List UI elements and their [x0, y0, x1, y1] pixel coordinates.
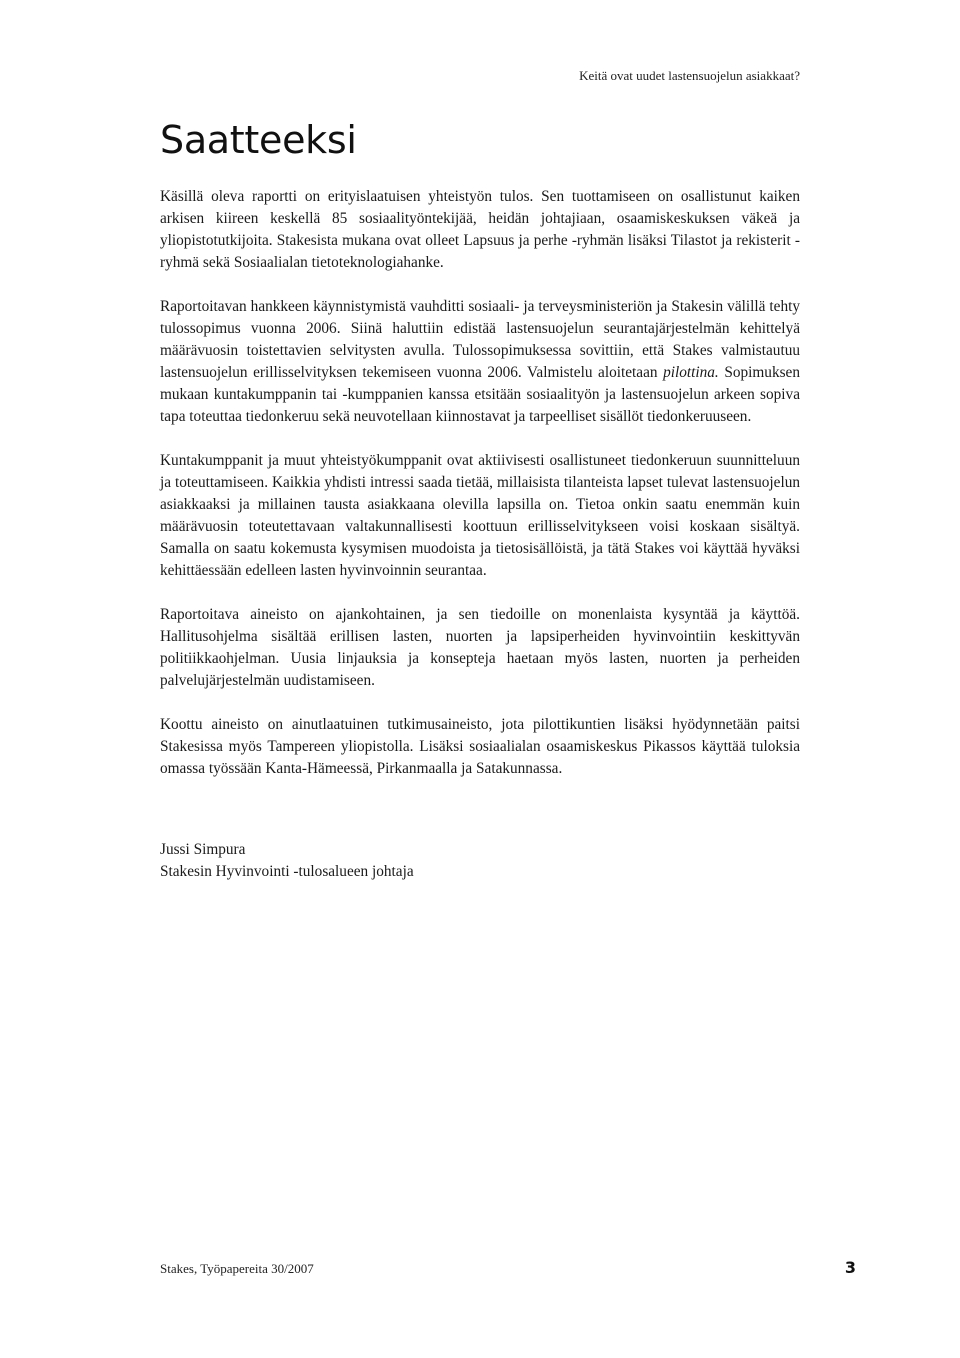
paragraph-3: Kuntakumppanit ja muut yhteistyökumppanit ovat aktiivisesti osallistuneet tiedonkeruun suunnitteluun ja toteuttamiseen. Kaikkia yhdisti intressi saada tietää, millaisista tilanteista lapset tulevat lastensuojelun asiakkaaksi ja millainen tausta asiakkaana olevilla lapsilla on. Tietoa onkin saatu enemmän kuin määrävuosin toteutettavaan valtakunnallisesti koottuun erillisselvitykseen voisi koskaan sisältyä. Samalla on saatu kokemusta kysymisen muodoista ja tietosisällöistä, ja tätä Stakes voi käyttää hyväksi kehittäessään edelleen lasten hyvinvoinnin seurantaa. [160, 452, 800, 579]
body-text [160, 186, 800, 802]
page-number: 3 [844, 1258, 856, 1277]
signature-block [160, 839, 414, 883]
paragraph-2-text-a: Raportoitavan hankkeen käynnistymistä vauhditti sosiaali- ja terveysministeriön ja Stakesin välillä tehty tulossopimus vuonna 2006. Siinä haluttiin edistää lastensuojelun seurantajärjestelmän kehittelyä määrävuosin toistettavien selvitysten avulla. Tulossopimuksessa sovittiin, että Stakes valmistautuu lastensuojelun erillisselvityksen tekemiseen vuonna 2006. Valmistelu aloitetaan [160, 298, 800, 381]
paragraph-4: Raportoitava aineisto on ajankohtainen, ja sen tiedoille on monenlaista kysyntää ja käyttöä. Hallitusohjelma sisältää erillisen lasten, nuorten ja lapsiperheiden hyvinvointiin keskittyvän politiikkaohjelman. Uusia linjauksia ja konsepteja haetaan myös lasten, nuorten ja perheiden palvelujärjestelmän uudistamiseen. [160, 606, 800, 689]
paragraph-5: Koottu aineisto on ainutlaatuinen tutkimusaineisto, jota pilottikuntien lisäksi hyödynnetään paitsi Stakesissa myös Tampereen yliopistolla. Lisäksi sosiaalialan osaamiskeskus Pikassos käyttää tuloksia omassa työssään Kanta-Hämeessä, Pirkanmaalla ja Satakunnassa. [160, 716, 800, 777]
page-title: Saatteeksi [160, 118, 357, 162]
footer-publication: Stakes, Työpapereita 30/2007 [160, 1261, 314, 1276]
signature-name: Jussi Simpura [160, 841, 246, 858]
signature-role: Stakesin Hyvinvointi -tulosalueen johtaja [160, 863, 414, 880]
paragraph-2 [160, 296, 800, 428]
paragraph-1: Käsillä oleva raportti on erityislaatuisen yhteistyön tulos. Sen tuottamiseen on osallistunut kaiken arkisen kiireen keskellä 85 sosiaalityöntekijää, heidän johtajiaan, osaamiskeskuksen väkeä ja yliopistotutkijoita. Stakesista mukana ovat olleet Lapsuus ja perhe -ryhmän lisäksi Tilastot ja rekisterit -ryhmä sekä Sosiaalialan tietoteknologiahanke. [160, 188, 800, 271]
paragraph-2-text-b: Sopimuksen mukaan kuntakumppanin tai -kumppanien kanssa etsitään sosiaalityön ja lastensuojelun arkeen sopiva tapa toteuttaa tiedonkeruu sekä neuvotellaan kiinnostavat ja tarpeelliset sisällöt tiedonkeruuseen. [160, 364, 800, 425]
running-header: Keitä ovat uudet lastensuojelun asiakkaat? [579, 68, 800, 83]
paragraph-2-italic: pilottina. [663, 364, 719, 381]
